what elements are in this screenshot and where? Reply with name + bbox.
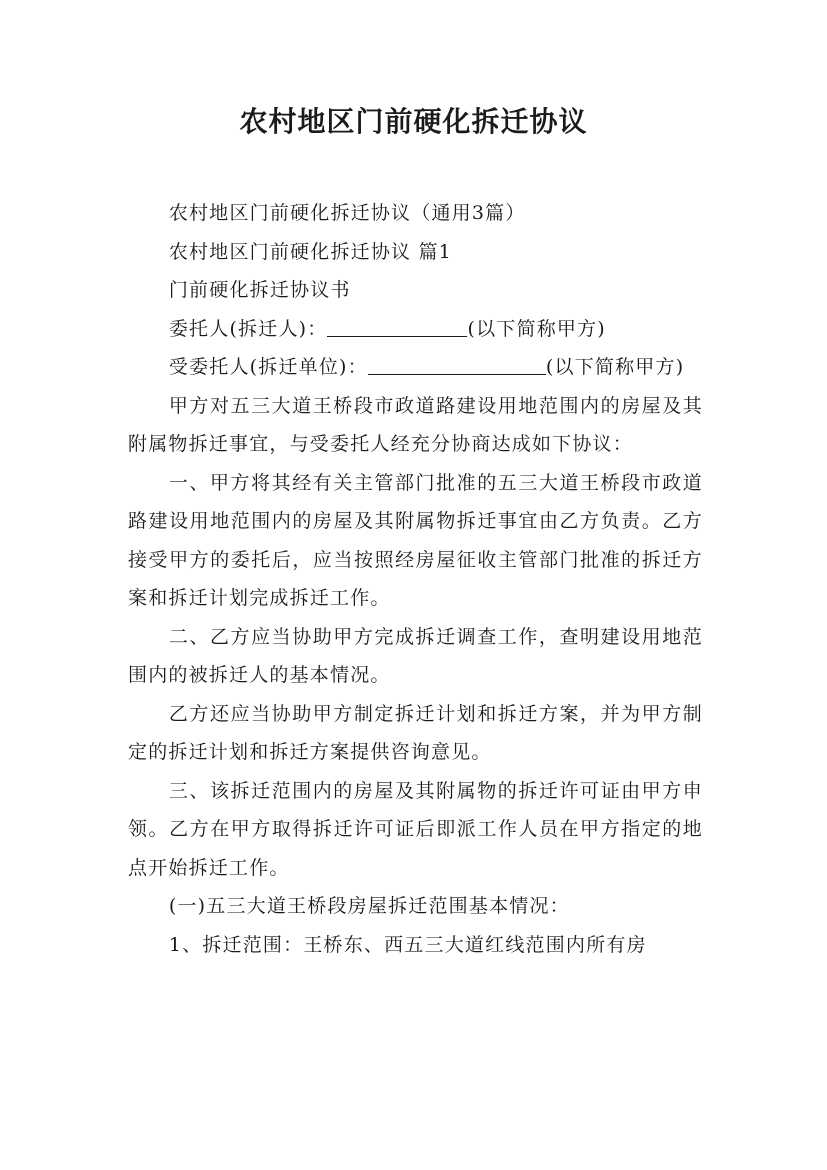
- paragraph-heading-part: 农村地区门前硬化拆迁协议 篇1: [168, 240, 452, 263]
- paragraph-subsection-1: (一)五三大道王桥段房屋拆迁范围基本情况：: [168, 895, 570, 917]
- paragraph-principal: [128, 310, 703, 349]
- paragraph-clause-1: 一、甲方将其经有关主管部门批准的五三大道王桥段市政道路建设用地范围内的房屋及其附属物拆迁事宜由乙方负责。乙方接受甲方的委托后，应当按照经房屋征收主管部门批准的拆迁方案和拆迁计划完成拆迁工作。: [128, 471, 703, 609]
- document-title: 农村地区门前硬化拆迁协议: [239, 105, 588, 138]
- document-body: [128, 194, 703, 964]
- paragraph-heading-collection: 农村地区门前硬化拆迁协议（通用3篇）: [168, 202, 526, 224]
- agent-suffix: (以下简称甲方): [545, 356, 685, 378]
- principal-blank-line: [327, 317, 467, 337]
- paragraph-clause-2: 二、乙方应当协助甲方完成拆迁调查工作，查明建设用地范围内的被拆迁人的基本情况。: [128, 625, 703, 686]
- paragraph-intro: 甲方对五三大道王桥段市政道路建设用地范围内的房屋及其附属物拆迁事宜，与受委托人经充分协商达成如下协议：: [128, 394, 703, 455]
- paragraph-clause-3: 三、该拆迁范围内的房屋及其附属物的拆迁许可证由甲方申领。乙方在甲方取得拆迁许可证后即派工作人员在甲方指定的地点开始拆迁工作。: [128, 779, 703, 879]
- paragraph-clause-2-cont: 乙方还应当协助甲方制定拆迁计划和拆迁方案，并为甲方制定的拆迁计划和拆迁方案提供咨询意见。: [128, 702, 703, 763]
- principal-label: 委托人(拆迁人)：: [168, 317, 328, 340]
- paragraph-heading-agreement: 门前硬化拆迁协议书: [168, 279, 351, 301]
- agent-label: 受委托人(拆迁单位)：: [168, 356, 368, 378]
- paragraph-item-1: 1、拆迁范围：王桥东、西五三大道红线范围内所有房: [168, 933, 647, 956]
- principal-suffix: (以下简称甲方): [467, 317, 606, 340]
- agent-blank-line: [368, 355, 546, 375]
- paragraph-agent: [128, 348, 703, 387]
